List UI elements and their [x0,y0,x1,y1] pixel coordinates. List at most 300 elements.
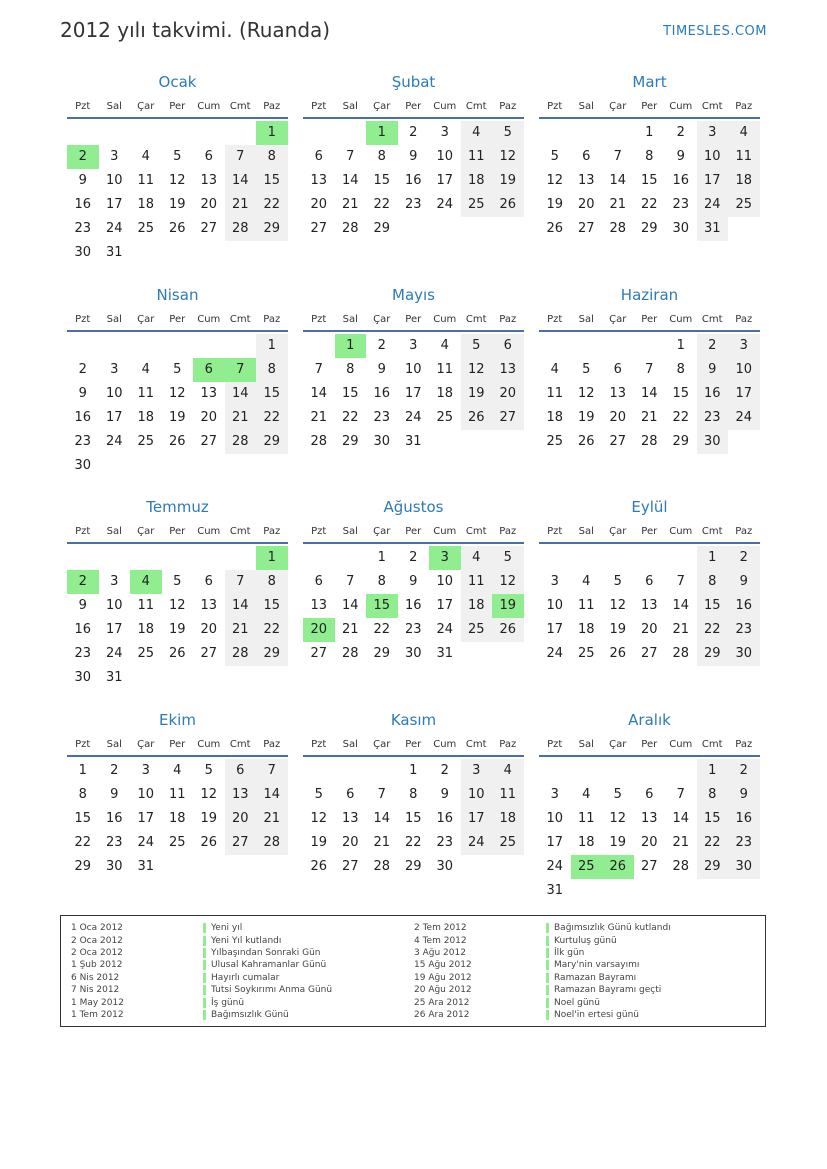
day-cell[interactable]: 13 [640,598,658,613]
day-cell[interactable]: 22 [672,410,690,425]
day-cell[interactable]: 5 [613,574,622,589]
day-cell[interactable]: 10 [105,598,123,613]
day-cell[interactable]: 18 [137,410,155,425]
day-cell[interactable]: 29 [341,434,359,449]
day-cell[interactable]: 15 [256,594,288,618]
day-cell[interactable]: 9 [110,787,119,802]
day-cell[interactable]: 15 [341,386,359,401]
day-cell[interactable]: 26 [200,835,218,850]
day-cell[interactable]: 16 [436,811,454,826]
day-cell[interactable]: 24 [137,835,155,850]
day-cell[interactable]: 7 [225,570,257,594]
day-cell[interactable]: 2 [67,145,99,169]
day-cell[interactable]: 20 [609,410,627,425]
day-cell[interactable]: 13 [200,598,218,613]
day-cell[interactable]: 28 [341,221,359,236]
day-cell[interactable]: 12 [609,811,627,826]
day-cell[interactable]: 24 [697,193,729,217]
day-cell[interactable]: 8 [256,358,288,382]
day-cell[interactable]: 23 [697,406,729,430]
day-cell[interactable]: 10 [728,358,760,382]
day-cell[interactable]: 21 [310,410,328,425]
day-cell[interactable]: 2 [409,125,418,140]
day-cell[interactable]: 3 [141,763,150,778]
day-cell[interactable]: 25 [137,434,155,449]
day-cell[interactable]: 3 [110,149,119,164]
day-cell[interactable]: 19 [492,594,524,618]
day-cell[interactable]: 12 [310,811,328,826]
day-cell[interactable]: 8 [256,145,288,169]
day-cell[interactable]: 6 [314,574,323,589]
day-cell[interactable]: 30 [373,434,391,449]
day-cell[interactable]: 2 [67,570,99,594]
day-cell[interactable]: 8 [78,787,87,802]
day-cell[interactable]: 11 [137,173,155,188]
day-cell[interactable]: 18 [436,386,454,401]
day-cell[interactable]: 31 [697,217,729,241]
day-cell[interactable]: 21 [672,835,690,850]
day-cell[interactable]: 29 [697,855,729,879]
day-cell[interactable]: 5 [173,362,182,377]
day-cell[interactable]: 9 [676,149,685,164]
day-cell[interactable]: 12 [168,598,186,613]
day-cell[interactable]: 14 [640,386,658,401]
day-cell[interactable]: 15 [697,807,729,831]
day-cell[interactable]: 28 [373,859,391,874]
day-cell[interactable]: 8 [409,787,418,802]
day-cell[interactable]: 5 [582,362,591,377]
day-cell[interactable]: 5 [492,546,524,570]
day-cell[interactable]: 27 [492,406,524,430]
day-cell[interactable]: 24 [105,646,123,661]
day-cell[interactable]: 9 [409,574,418,589]
day-cell[interactable]: 22 [697,618,729,642]
day-cell[interactable]: 5 [613,787,622,802]
day-cell[interactable]: 24 [404,410,422,425]
day-cell[interactable]: 2 [728,759,760,783]
day-cell[interactable]: 9 [409,149,418,164]
day-cell[interactable]: 13 [225,783,257,807]
day-cell[interactable]: 26 [492,193,524,217]
day-cell[interactable]: 29 [373,221,391,236]
day-cell[interactable]: 29 [672,434,690,449]
day-cell[interactable]: 18 [168,811,186,826]
day-cell[interactable]: 25 [436,410,454,425]
day-cell[interactable]: 7 [613,149,622,164]
day-cell[interactable]: 7 [377,787,386,802]
brand-logo[interactable]: TIMESLES.COM [663,24,767,39]
day-cell[interactable]: 28 [341,646,359,661]
day-cell[interactable]: 1 [645,125,654,140]
day-cell[interactable]: 24 [546,646,564,661]
day-cell[interactable]: 16 [404,598,422,613]
day-cell[interactable]: 9 [728,783,760,807]
day-cell[interactable]: 27 [310,646,328,661]
day-cell[interactable]: 19 [461,382,493,406]
day-cell[interactable]: 20 [200,622,218,637]
day-cell[interactable]: 6 [193,358,225,382]
day-cell[interactable]: 28 [672,646,690,661]
day-cell[interactable]: 15 [404,811,422,826]
day-cell[interactable]: 28 [640,434,658,449]
day-cell[interactable]: 18 [461,594,493,618]
day-cell[interactable]: 2 [728,546,760,570]
day-cell[interactable]: 25 [577,646,595,661]
day-cell[interactable]: 22 [697,831,729,855]
day-cell[interactable]: 11 [577,811,595,826]
day-cell[interactable]: 5 [461,334,493,358]
day-cell[interactable]: 10 [546,598,564,613]
day-cell[interactable]: 25 [492,831,524,855]
day-cell[interactable]: 16 [74,410,92,425]
day-cell[interactable]: 17 [697,169,729,193]
day-cell[interactable]: 7 [225,145,257,169]
day-cell[interactable]: 30 [74,670,92,685]
day-cell[interactable]: 5 [314,787,323,802]
day-cell[interactable]: 26 [310,859,328,874]
day-cell[interactable]: 11 [492,783,524,807]
day-cell[interactable]: 14 [341,598,359,613]
day-cell[interactable]: 3 [440,125,449,140]
day-cell[interactable]: 25 [168,835,186,850]
day-cell[interactable]: 28 [310,434,328,449]
day-cell[interactable]: 27 [640,859,658,874]
day-cell[interactable]: 20 [640,835,658,850]
day-cell[interactable]: 9 [78,598,87,613]
day-cell[interactable]: 6 [645,787,654,802]
day-cell[interactable]: 4 [173,763,182,778]
day-cell[interactable]: 26 [492,618,524,642]
day-cell[interactable]: 10 [137,787,155,802]
day-cell[interactable]: 25 [137,646,155,661]
day-cell[interactable]: 17 [137,811,155,826]
day-cell[interactable]: 13 [310,598,328,613]
day-cell[interactable]: 23 [74,434,92,449]
day-cell[interactable]: 13 [310,173,328,188]
day-cell[interactable]: 29 [74,859,92,874]
day-cell[interactable]: 27 [310,221,328,236]
day-cell[interactable]: 22 [74,835,92,850]
day-cell[interactable]: 19 [310,835,328,850]
day-cell[interactable]: 26 [546,221,564,236]
day-cell[interactable]: 17 [546,835,564,850]
day-cell[interactable]: 19 [577,410,595,425]
day-cell[interactable]: 12 [577,386,595,401]
day-cell[interactable]: 8 [377,574,386,589]
day-cell[interactable]: 22 [341,410,359,425]
day-cell[interactable]: 26 [168,646,186,661]
day-cell[interactable]: 30 [672,221,690,236]
day-cell[interactable]: 6 [492,334,524,358]
day-cell[interactable]: 15 [640,173,658,188]
day-cell[interactable]: 14 [672,811,690,826]
day-cell[interactable]: 24 [461,831,493,855]
day-cell[interactable]: 23 [404,622,422,637]
day-cell[interactable]: 6 [613,362,622,377]
day-cell[interactable]: 31 [105,670,123,685]
day-cell[interactable]: 10 [546,811,564,826]
day-cell[interactable]: 3 [110,362,119,377]
day-cell[interactable]: 21 [341,622,359,637]
day-cell[interactable]: 20 [303,618,335,642]
day-cell[interactable]: 26 [168,434,186,449]
day-cell[interactable]: 9 [377,362,386,377]
day-cell[interactable]: 12 [609,598,627,613]
day-cell[interactable]: 16 [728,807,760,831]
day-cell[interactable]: 19 [546,197,564,212]
day-cell[interactable]: 11 [546,386,564,401]
day-cell[interactable]: 24 [436,622,454,637]
day-cell[interactable]: 7 [645,362,654,377]
day-cell[interactable]: 13 [492,358,524,382]
day-cell[interactable]: 9 [78,386,87,401]
day-cell[interactable]: 17 [105,410,123,425]
day-cell[interactable]: 27 [341,859,359,874]
day-cell[interactable]: 13 [200,386,218,401]
day-cell[interactable]: 27 [225,831,257,855]
day-cell[interactable]: 21 [256,807,288,831]
day-cell[interactable]: 1 [377,550,386,565]
day-cell[interactable]: 25 [571,855,603,879]
day-cell[interactable]: 7 [676,787,685,802]
day-cell[interactable]: 17 [728,382,760,406]
day-cell[interactable]: 3 [728,334,760,358]
day-cell[interactable]: 11 [461,570,493,594]
day-cell[interactable]: 1 [366,121,398,145]
day-cell[interactable]: 23 [74,221,92,236]
day-cell[interactable]: 23 [74,646,92,661]
day-cell[interactable]: 16 [404,173,422,188]
day-cell[interactable]: 15 [256,382,288,406]
day-cell[interactable]: 10 [404,362,422,377]
day-cell[interactable]: 13 [200,173,218,188]
day-cell[interactable]: 28 [225,642,257,666]
day-cell[interactable]: 29 [256,430,288,454]
day-cell[interactable]: 10 [697,145,729,169]
day-cell[interactable]: 1 [409,763,418,778]
day-cell[interactable]: 15 [672,386,690,401]
day-cell[interactable]: 13 [577,173,595,188]
day-cell[interactable]: 21 [672,622,690,637]
day-cell[interactable]: 30 [74,458,92,473]
day-cell[interactable]: 8 [676,362,685,377]
day-cell[interactable]: 4 [582,787,591,802]
day-cell[interactable]: 18 [728,169,760,193]
day-cell[interactable]: 18 [137,197,155,212]
day-cell[interactable]: 17 [546,622,564,637]
day-cell[interactable]: 22 [256,406,288,430]
day-cell[interactable]: 17 [105,197,123,212]
day-cell[interactable]: 23 [404,197,422,212]
day-cell[interactable]: 17 [461,807,493,831]
day-cell[interactable]: 14 [256,783,288,807]
day-cell[interactable]: 11 [137,386,155,401]
day-cell[interactable]: 10 [105,173,123,188]
day-cell[interactable]: 26 [168,221,186,236]
day-cell[interactable]: 6 [346,787,355,802]
day-cell[interactable]: 4 [440,338,449,353]
day-cell[interactable]: 8 [256,570,288,594]
day-cell[interactable]: 22 [256,193,288,217]
day-cell[interactable]: 24 [728,406,760,430]
day-cell[interactable]: 6 [645,574,654,589]
day-cell[interactable]: 20 [310,197,328,212]
day-cell[interactable]: 4 [728,121,760,145]
day-cell[interactable]: 7 [256,759,288,783]
day-cell[interactable]: 12 [461,358,493,382]
day-cell[interactable]: 16 [373,386,391,401]
day-cell[interactable]: 22 [373,197,391,212]
day-cell[interactable]: 27 [577,221,595,236]
day-cell[interactable]: 22 [640,197,658,212]
day-cell[interactable]: 19 [168,410,186,425]
day-cell[interactable]: 11 [168,787,186,802]
day-cell[interactable]: 4 [461,546,493,570]
day-cell[interactable]: 11 [137,598,155,613]
day-cell[interactable]: 13 [640,811,658,826]
day-cell[interactable]: 17 [436,598,454,613]
day-cell[interactable]: 17 [436,173,454,188]
day-cell[interactable]: 1 [256,546,288,570]
day-cell[interactable]: 14 [225,382,257,406]
day-cell[interactable]: 4 [141,149,150,164]
day-cell[interactable]: 14 [373,811,391,826]
day-cell[interactable]: 6 [204,574,213,589]
day-cell[interactable]: 3 [461,759,493,783]
day-cell[interactable]: 28 [225,217,257,241]
day-cell[interactable]: 6 [314,149,323,164]
day-cell[interactable]: 7 [676,574,685,589]
day-cell[interactable]: 19 [492,169,524,193]
day-cell[interactable]: 8 [697,570,729,594]
day-cell[interactable]: 23 [728,831,760,855]
day-cell[interactable]: 29 [256,217,288,241]
day-cell[interactable]: 16 [697,382,729,406]
day-cell[interactable]: 8 [377,149,386,164]
day-cell[interactable]: 29 [640,221,658,236]
day-cell[interactable]: 16 [728,594,760,618]
day-cell[interactable]: 28 [256,831,288,855]
day-cell[interactable]: 2 [676,125,685,140]
day-cell[interactable]: 30 [404,646,422,661]
day-cell[interactable]: 25 [728,193,760,217]
day-cell[interactable]: 13 [609,386,627,401]
day-cell[interactable]: 11 [461,145,493,169]
day-cell[interactable]: 7 [346,574,355,589]
day-cell[interactable]: 2 [409,550,418,565]
day-cell[interactable]: 8 [346,362,355,377]
day-cell[interactable]: 27 [200,646,218,661]
day-cell[interactable]: 5 [492,121,524,145]
day-cell[interactable]: 21 [373,835,391,850]
day-cell[interactable]: 19 [200,811,218,826]
day-cell[interactable]: 14 [672,598,690,613]
day-cell[interactable]: 25 [137,221,155,236]
day-cell[interactable]: 10 [436,149,454,164]
day-cell[interactable]: 23 [105,835,123,850]
day-cell[interactable]: 29 [256,642,288,666]
day-cell[interactable]: 21 [609,197,627,212]
day-cell[interactable]: 18 [492,807,524,831]
day-cell[interactable]: 4 [492,759,524,783]
day-cell[interactable]: 15 [366,594,398,618]
day-cell[interactable]: 14 [609,173,627,188]
day-cell[interactable]: 27 [609,434,627,449]
day-cell[interactable]: 27 [200,221,218,236]
day-cell[interactable]: 16 [105,811,123,826]
day-cell[interactable]: 8 [645,149,654,164]
day-cell[interactable]: 12 [168,386,186,401]
day-cell[interactable]: 20 [225,807,257,831]
day-cell[interactable]: 4 [130,570,162,594]
day-cell[interactable]: 2 [78,362,87,377]
day-cell[interactable]: 12 [168,173,186,188]
day-cell[interactable]: 5 [173,574,182,589]
day-cell[interactable]: 3 [550,787,559,802]
day-cell[interactable]: 29 [404,859,422,874]
day-cell[interactable]: 21 [341,197,359,212]
day-cell[interactable]: 10 [461,783,493,807]
day-cell[interactable]: 30 [697,430,729,454]
day-cell[interactable]: 7 [314,362,323,377]
day-cell[interactable]: 25 [461,193,493,217]
day-cell[interactable]: 21 [225,406,257,430]
day-cell[interactable]: 6 [204,149,213,164]
day-cell[interactable]: 1 [697,759,729,783]
day-cell[interactable]: 2 [697,334,729,358]
day-cell[interactable]: 9 [78,173,87,188]
day-cell[interactable]: 4 [582,574,591,589]
day-cell[interactable]: 14 [225,169,257,193]
day-cell[interactable]: 3 [697,121,729,145]
day-cell[interactable]: 6 [225,759,257,783]
day-cell[interactable]: 31 [105,245,123,260]
day-cell[interactable]: 3 [550,574,559,589]
day-cell[interactable]: 15 [74,811,92,826]
day-cell[interactable]: 10 [105,386,123,401]
day-cell[interactable]: 6 [582,149,591,164]
day-cell[interactable]: 9 [440,787,449,802]
day-cell[interactable]: 12 [492,145,524,169]
day-cell[interactable]: 26 [609,646,627,661]
day-cell[interactable]: 18 [546,410,564,425]
day-cell[interactable]: 17 [404,386,422,401]
day-cell[interactable]: 22 [256,618,288,642]
day-cell[interactable]: 21 [225,193,257,217]
day-cell[interactable]: 4 [141,362,150,377]
day-cell[interactable]: 1 [335,334,367,358]
day-cell[interactable]: 23 [728,618,760,642]
day-cell[interactable]: 21 [640,410,658,425]
day-cell[interactable]: 30 [728,642,760,666]
day-cell[interactable]: 30 [105,859,123,874]
day-cell[interactable]: 4 [461,121,493,145]
day-cell[interactable]: 18 [577,622,595,637]
day-cell[interactable]: 17 [105,622,123,637]
day-cell[interactable]: 21 [225,618,257,642]
day-cell[interactable]: 31 [436,646,454,661]
day-cell[interactable]: 31 [404,434,422,449]
day-cell[interactable]: 1 [78,763,87,778]
day-cell[interactable]: 23 [373,410,391,425]
day-cell[interactable]: 23 [436,835,454,850]
day-cell[interactable]: 27 [640,646,658,661]
day-cell[interactable]: 16 [74,622,92,637]
day-cell[interactable]: 3 [429,546,461,570]
day-cell[interactable]: 2 [377,338,386,353]
day-cell[interactable]: 28 [225,430,257,454]
day-cell[interactable]: 19 [609,622,627,637]
